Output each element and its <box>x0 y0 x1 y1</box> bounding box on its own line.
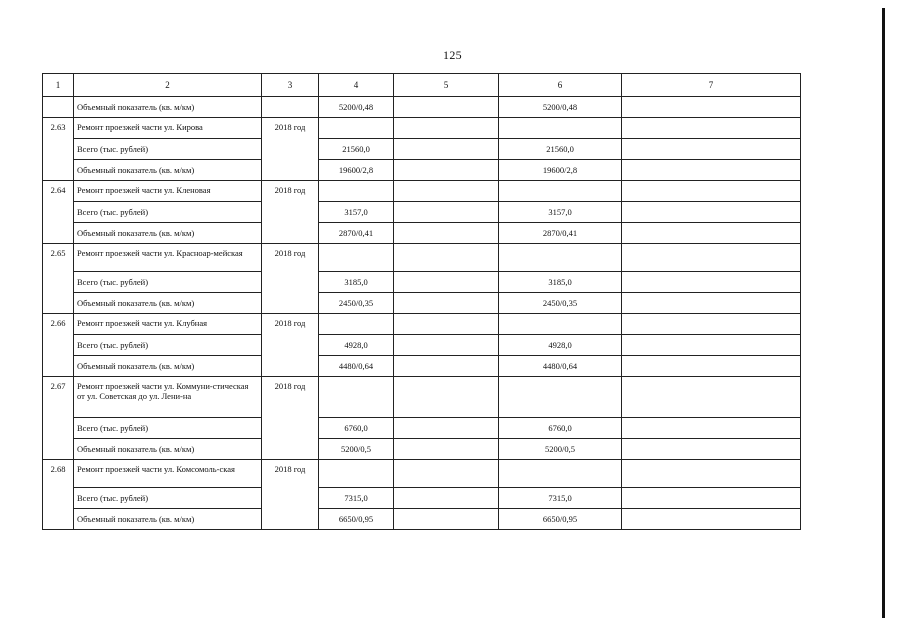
table-row <box>43 202 801 223</box>
col4-value: 19600/2,8 <box>319 160 394 181</box>
col7-value <box>622 439 801 460</box>
col6-value <box>499 460 622 488</box>
col5-value <box>394 509 499 530</box>
col5-value <box>394 202 499 223</box>
col7-value <box>622 181 801 202</box>
col5-value <box>394 160 499 181</box>
col7-value <box>622 356 801 377</box>
col5-value <box>394 439 499 460</box>
col5-value <box>394 335 499 356</box>
col5-value <box>394 377 499 418</box>
col6-value <box>499 314 622 335</box>
col5-value <box>394 139 499 160</box>
header-cell: 4 <box>319 74 394 97</box>
table-row <box>43 97 801 118</box>
col7-value <box>622 97 801 118</box>
col4-value: 21560,0 <box>319 139 394 160</box>
header-cell: 7 <box>622 74 801 97</box>
col6-value: 4480/0,64 <box>499 356 622 377</box>
col7-value <box>622 244 801 272</box>
col7-value <box>622 202 801 223</box>
col4-value: 3157,0 <box>319 202 394 223</box>
page-number: 125 <box>443 48 462 62</box>
col4-value: 6650/0,95 <box>319 509 394 530</box>
row-label: Всего (тыс. рублей) <box>74 488 262 509</box>
table-row <box>43 160 801 181</box>
col6-value: 3185,0 <box>499 272 622 293</box>
col5-value <box>394 118 499 139</box>
col6-value: 2870/0,41 <box>499 223 622 244</box>
col5-value <box>394 460 499 488</box>
table-row <box>43 293 801 314</box>
col4-value <box>319 244 394 272</box>
col4-value: 6760,0 <box>319 418 394 439</box>
col5-value <box>394 293 499 314</box>
row-label: Всего (тыс. рублей) <box>74 335 262 356</box>
table-row <box>43 488 801 509</box>
col5-value <box>394 488 499 509</box>
col5-value <box>394 314 499 335</box>
col4-value <box>319 181 394 202</box>
header-cell: 1 <box>43 74 74 97</box>
col6-value: 5200/0,5 <box>499 439 622 460</box>
col4-value: 2870/0,41 <box>319 223 394 244</box>
col7-value <box>622 293 801 314</box>
col4-value <box>319 377 394 418</box>
table-row <box>43 439 801 460</box>
col4-value: 3185,0 <box>319 272 394 293</box>
col7-value <box>622 335 801 356</box>
item-number: 2.68 <box>43 460 74 530</box>
header-cell: 2 <box>74 74 262 97</box>
col7-value <box>622 118 801 139</box>
item-year: 2018 год <box>262 181 319 244</box>
col4-value: 4480/0,64 <box>319 356 394 377</box>
item-number: 2.67 <box>43 377 74 460</box>
margin-bar <box>882 8 885 618</box>
item-year: 2018 год <box>262 377 319 460</box>
table-row <box>43 118 801 139</box>
row-label: Всего (тыс. рублей) <box>74 418 262 439</box>
row-label: Объемный показатель (кв. м/км) <box>74 223 262 244</box>
col6-value <box>499 181 622 202</box>
item-year: 2018 год <box>262 314 319 377</box>
col6-value <box>499 118 622 139</box>
item-title: Ремонт проезжей части ул. Красноар-мейская <box>74 244 262 272</box>
table-row <box>43 356 801 377</box>
col7-value <box>622 160 801 181</box>
col6-value: 7315,0 <box>499 488 622 509</box>
item-title: Ремонт проезжей части ул. Кленовая <box>74 181 262 202</box>
col7-value <box>622 418 801 439</box>
row-label: Объемный показатель (кв. м/км) <box>74 356 262 377</box>
table-row <box>43 509 801 530</box>
data-table <box>42 73 801 530</box>
item-title: Ремонт проезжей части ул. Коммуни-стическая от ул. Советская до ул. Лени-на <box>74 377 262 418</box>
item-number: 2.64 <box>43 181 74 244</box>
col6-value: 19600/2,8 <box>499 160 622 181</box>
col6-value <box>499 244 622 272</box>
table-row <box>43 418 801 439</box>
col5-value <box>394 223 499 244</box>
row-label: Всего (тыс. рублей) <box>74 202 262 223</box>
row-label: Объемный показатель (кв. м/км) <box>74 293 262 314</box>
col5-value <box>394 244 499 272</box>
header-cell: 6 <box>499 74 622 97</box>
col4-value: 4928,0 <box>319 335 394 356</box>
header-cell: 5 <box>394 74 499 97</box>
col4-value: 7315,0 <box>319 488 394 509</box>
row-label: Объемный показатель (кв. м/км) <box>74 97 262 118</box>
item-title: Ремонт проезжей части ул. Клубная <box>74 314 262 335</box>
item-title: Ремонт проезжей части ул. Комсомоль-ская <box>74 460 262 488</box>
col7-value <box>622 314 801 335</box>
number-cell <box>43 97 74 118</box>
table-header-row <box>43 74 801 97</box>
col6-value <box>499 377 622 418</box>
table-row <box>43 181 801 202</box>
item-year: 2018 год <box>262 244 319 314</box>
table-row <box>43 377 801 418</box>
year-cell <box>262 97 319 118</box>
header-cell: 3 <box>262 74 319 97</box>
table-row <box>43 272 801 293</box>
item-year: 2018 год <box>262 118 319 181</box>
col6-value: 3157,0 <box>499 202 622 223</box>
col7-value <box>622 272 801 293</box>
item-year: 2018 год <box>262 460 319 530</box>
col6-value: 2450/0,35 <box>499 293 622 314</box>
item-number: 2.65 <box>43 244 74 314</box>
col4-value: 5200/0,5 <box>319 439 394 460</box>
col4-value <box>319 460 394 488</box>
col5-value <box>394 181 499 202</box>
col7-value <box>622 139 801 160</box>
row-label: Объемный показатель (кв. м/км) <box>74 160 262 181</box>
col4-value <box>319 118 394 139</box>
item-number: 2.63 <box>43 118 74 181</box>
table-row <box>43 223 801 244</box>
col6-value: 6760,0 <box>499 418 622 439</box>
col5-value <box>394 97 499 118</box>
row-label: Всего (тыс. рублей) <box>74 272 262 293</box>
item-title: Ремонт проезжей части ул. Кирова <box>74 118 262 139</box>
col7-value <box>622 509 801 530</box>
col4-value: 2450/0,35 <box>319 293 394 314</box>
col5-value <box>394 356 499 377</box>
col4-value <box>319 314 394 335</box>
row-label: Объемный показатель (кв. м/км) <box>74 439 262 460</box>
col7-value <box>622 377 801 418</box>
table-row <box>43 314 801 335</box>
col5-value <box>394 418 499 439</box>
col4-value: 5200/0,48 <box>319 97 394 118</box>
col6-value: 21560,0 <box>499 139 622 160</box>
col6-value: 6650/0,95 <box>499 509 622 530</box>
col7-value <box>622 488 801 509</box>
table-row <box>43 460 801 488</box>
col7-value <box>622 223 801 244</box>
table-row <box>43 244 801 272</box>
row-label: Объемный показатель (кв. м/км) <box>74 509 262 530</box>
col6-value: 4928,0 <box>499 335 622 356</box>
table-row <box>43 139 801 160</box>
col5-value <box>394 272 499 293</box>
col7-value <box>622 460 801 488</box>
col6-value: 5200/0,48 <box>499 97 622 118</box>
table-row <box>43 335 801 356</box>
item-number: 2.66 <box>43 314 74 377</box>
row-label: Всего (тыс. рублей) <box>74 139 262 160</box>
